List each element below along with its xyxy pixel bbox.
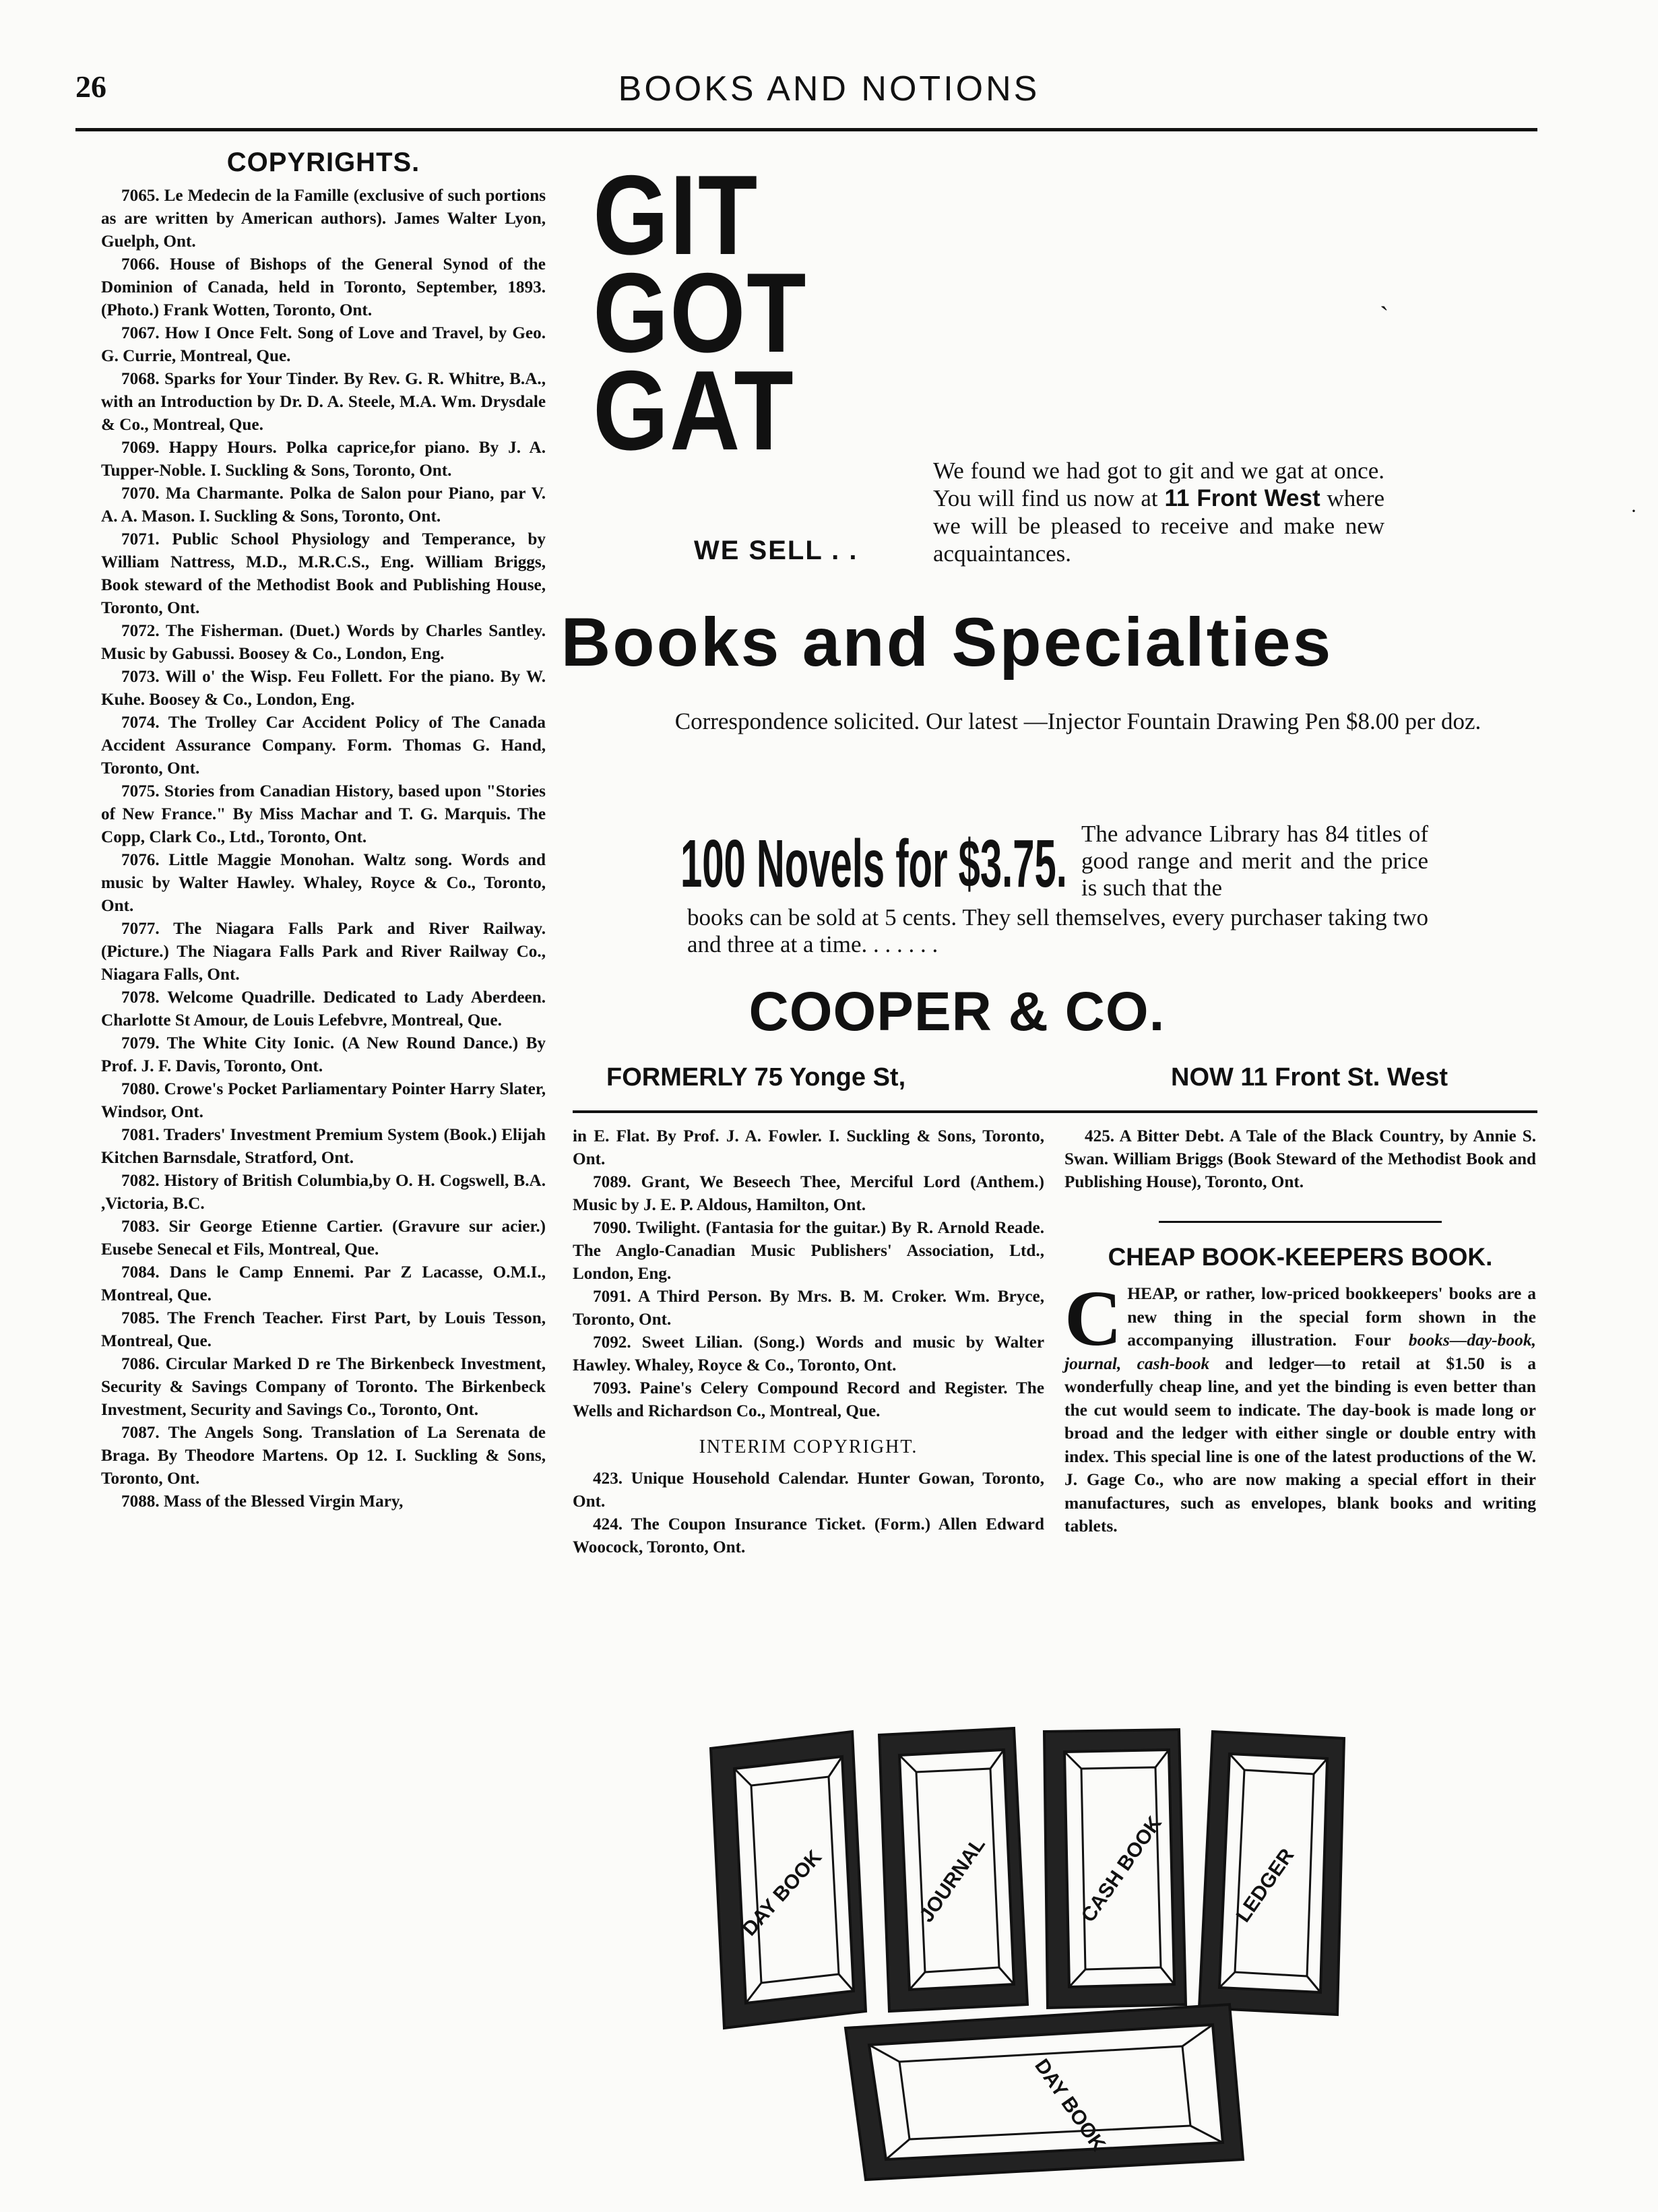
ad-word-got: GOT xyxy=(593,249,808,376)
copyright-entry: 7087. The Angels Song. Translation of La Serenata de Braga. By Theodore Martens. Op 12. I. Suckling & Sons, Toronto, Ont. xyxy=(101,1424,546,1488)
header-rule xyxy=(75,128,1537,131)
former-address: FORMERLY 75 Yonge St, xyxy=(606,1063,906,1092)
article-text: HEAP, or rather, low-priced bookkeepers' books are a new thing in the special form shown in the accompanying illustration. Four xyxy=(1127,1284,1536,1350)
we-sell-label: WE SELL . . xyxy=(694,536,858,565)
copyright-entry: 7085. The French Teacher. First Part, by Louis Tesson, Montreal, Que. xyxy=(101,1309,546,1350)
copyright-entry: 7075. Stories from Canadian History, based upon "Stories of New France." By Miss Machar and T. G. Marquis. The Copp, Clark Co., Ltd., Toronto, Ont. xyxy=(101,782,546,846)
current-address: NOW 11 Front St. West xyxy=(1171,1063,1448,1092)
cash-book-label: CASH BOOK xyxy=(1077,1812,1166,1927)
company-name: COOPER & CO. xyxy=(748,981,1166,1042)
copyright-entry: 7080. Crowe's Pocket Parliamentary Pointer Harry Slater, Windsor, Ont. xyxy=(101,1080,546,1121)
copyright-entry: 7070. Ma Charmante. Polka de Salon pour Piano, par V. A. A. Mason. I. Suckling & Sons, Toronto, Ont. xyxy=(101,484,546,526)
found-text: We found we had got to git and we gat at once. You will find us now at xyxy=(933,457,1384,511)
account-books-illustration xyxy=(697,1721,1465,2186)
copyright-entry: 7081. Traders' Investment Premium System (Book.) Elijah Kitchen Barnsdale, Stratford, Ont. xyxy=(101,1126,546,1167)
interim-entry: 423. Unique Household Calendar. Hunter Gowan, Toronto, Ont. xyxy=(573,1470,1044,1511)
copyright-entry: 7083. Sir George Etienne Cartier. (Gravure sur acier.) Eusebe Senecal et Fils, Montreal, Que. xyxy=(101,1218,546,1259)
copyright-entry: 7076. Little Maggie Monohan. Waltz song. Words and music by Walter Hawley. Whaley, Royce & Co., Toronto, Ont. xyxy=(101,851,546,915)
article-text-cont: and ledger—to retail at $1.50 is a wonderfully cheap line, and yet the binding is even better than the cut would seem to indicate. The day-book is made long or broad and the ledger with either single or double entry with index. This special line is one of the latest productions of the W. J. Gage Co., who are now making a special effort in their manufactures, such as envelopes, blank books and writing tablets. xyxy=(1064,1353,1536,1536)
page-number: 26 xyxy=(75,69,106,104)
books-specialties-headline: Books and Specialties xyxy=(561,604,1333,681)
copyright-entry: 7077. The Niagara Falls Park and River Railway. (Picture.) The Niagara Falls Park and River Railway Co., Niagara Falls, Ont. xyxy=(101,920,546,984)
copyright-entry: 7073. Will o' the Wisp. Feu Follett. For the piano. By W. Kuhe. Boosey & Co., London, Eng. xyxy=(101,668,546,709)
print-speck: · xyxy=(1630,500,1637,522)
copyright-entry: 7086. Circular Marked D re The Birkenbeck Investment, Security & Savings Company of Toronto. The Birkenbeck Investment, Security and Savings Co., Toronto, Ont. xyxy=(101,1355,546,1419)
copyright-entry: 7082. History of British Columbia,by O. H. Cogswell, B.A. ,Victoria, B.C. xyxy=(101,1172,546,1213)
copyrights-column xyxy=(101,145,546,1513)
section-divider xyxy=(1159,1221,1442,1223)
ad-relocation-notice xyxy=(933,457,1384,567)
copyright-entry: 7068. Sparks for Your Tinder. By Rev. G. R. Whitre, B.A., with an Introduction by Dr. D. A. Steele, M.A. Wm. Drysdale & Co., Montreal, Que. xyxy=(101,370,546,434)
ad-word-gat: GAT xyxy=(593,347,795,474)
ledger-label: LEDGER xyxy=(1232,1844,1299,1927)
interim-entry: 424. The Coupon Insurance Ticket. (Form.) Allen Edward Woocock, Toronto, Ont. xyxy=(573,1515,1044,1556)
copyright-entry: 7067. How I Once Felt. Song of Love and Travel, by Geo. G. Currie, Montreal, Que. xyxy=(101,324,546,365)
copyright-entry: 7090. Twilight. (Fantasia for the guitar.) By R. Arnold Reade. The Anglo-Canadian Music Publishers' Association, Ltd., London, Eng. xyxy=(573,1219,1044,1283)
novels-offer: 100 Novels for $3.75. xyxy=(680,826,1067,902)
copyright-entry: 7071. Public School Physiology and Temperance, by William Nattress, M.D., M.R.C.S., Eng. William Briggs, Book steward of the Methodist Book and Publishing House, Toronto, Ont. xyxy=(101,530,546,617)
copyright-entry: in E. Flat. By Prof. J. A. Fowler. I. Suckling & Sons, Toronto, Ont. xyxy=(573,1127,1044,1168)
found-text-end: where we will be pleased to receive and make new acquaintances. xyxy=(933,485,1384,567)
copyright-entry: 7089. Grant, We Beseech Thee, Merciful Lord (Anthem.) Music by J. E. P. Aldous, Hamilton, Ont. xyxy=(573,1173,1044,1214)
print-speck: ˏ xyxy=(1380,280,1389,311)
copyright-entry: 7065. Le Medecin de la Famille (exclusive of such portions as are written by American authors). James Walter Lyon, Guelph, Ont. xyxy=(101,187,546,251)
day-book-label: DAY BOOK xyxy=(738,1845,827,1940)
copyright-entry: 7069. Happy Hours. Polka caprice,for piano. By J. A. Tupper-Noble. I. Suckling & Sons, Toronto, Ont. xyxy=(101,439,546,480)
middle-column xyxy=(573,1125,1044,1559)
advance-library-text-cont: books can be sold at 5 cents. They sell themselves, every purchaser taking two and three at a time. . . . . . . xyxy=(687,904,1428,957)
copyright-entry: 7074. The Trolley Car Accident Policy of The Canada Accident Assurance Company. Form. Thomas G. Hand, Toronto, Ont. xyxy=(101,714,546,778)
copyright-entry: 7079. The White City Ionic. (A New Round Dance.) By Prof. J. F. Davis, Toronto, Ont. xyxy=(101,1034,546,1075)
interim-copyright-heading: INTERIM COPYRIGHT. xyxy=(699,1436,918,1457)
cheap-bookkeepers-heading: CHEAP BOOK-KEEPERS BOOK. xyxy=(1108,1243,1493,1271)
journal-label: JOURNAL xyxy=(915,1833,990,1927)
day-book-flat-label: DAY BOOK xyxy=(1030,2055,1110,2155)
ad-word-git: GIT xyxy=(593,152,759,278)
copyright-entry: 7088. Mass of the Blessed Virgin Mary, xyxy=(121,1492,404,1511)
copyright-entry: 7066. House of Bishops of the General Synod of the Dominion of Canada, held in Toronto, September, 1893. (Photo.) Frank Wotten, Toronto, Ont. xyxy=(101,255,546,319)
article-italic-text: books—day-book, journal, cash-book xyxy=(1064,1330,1536,1373)
copyright-entry: 7093. Paine's Celery Compound Record and Register. The Wells and Richardson Co., Montreal, Que. xyxy=(573,1379,1044,1420)
drop-cap: C xyxy=(1064,1274,1122,1362)
advance-library-text: The advance Library has 84 titles of good range and merit and the price is such that the xyxy=(1081,821,1428,901)
copyright-entry: 7092. Sweet Lilian. (Song.) Words and music by Walter Hawley. Whaley, Royce & Co., Toronto, Ont. xyxy=(573,1333,1044,1374)
page-title: BOOKS AND NOTIONS xyxy=(618,69,1040,108)
copyrights-heading: COPYRIGHTS. xyxy=(226,148,420,177)
correspondence-note: Correspondence solicited. Our latest —Injector Fountain Drawing Pen $8.00 per doz. xyxy=(674,708,1481,734)
ad-bottom-rule xyxy=(573,1110,1537,1113)
right-column xyxy=(1064,1125,1536,1538)
copyright-entry: 7072. The Fisherman. (Duet.) Words by Charles Santley. Music by Gabussi. Boosey & Co., London, Eng. xyxy=(101,622,546,663)
front-west-address: 11 Front West xyxy=(1164,485,1320,511)
day-book-flat-illustration xyxy=(846,2004,1243,2180)
interim-entry: 425. A Bitter Debt. A Tale of the Black Country, by Annie S. Swan. William Briggs (Book Steward of the Methodist Book and Publishing House), Toronto, Ont. xyxy=(1064,1127,1536,1191)
copyright-entry: 7084. Dans le Camp Ennemi. Par Z Lacasse, O.M.I., Montreal, Que. xyxy=(101,1263,546,1304)
copyright-entry: 7091. A Third Person. By Mrs. B. M. Croker. Wm. Bryce, Toronto, Ont. xyxy=(573,1288,1044,1329)
cheap-bookkeepers-article xyxy=(1064,1274,1536,1538)
copyright-entry: 7078. Welcome Quadrille. Dedicated to Lady Aberdeen. Charlotte St Amour, de Louis Lefebvre, Montreal, Que. xyxy=(101,988,546,1030)
